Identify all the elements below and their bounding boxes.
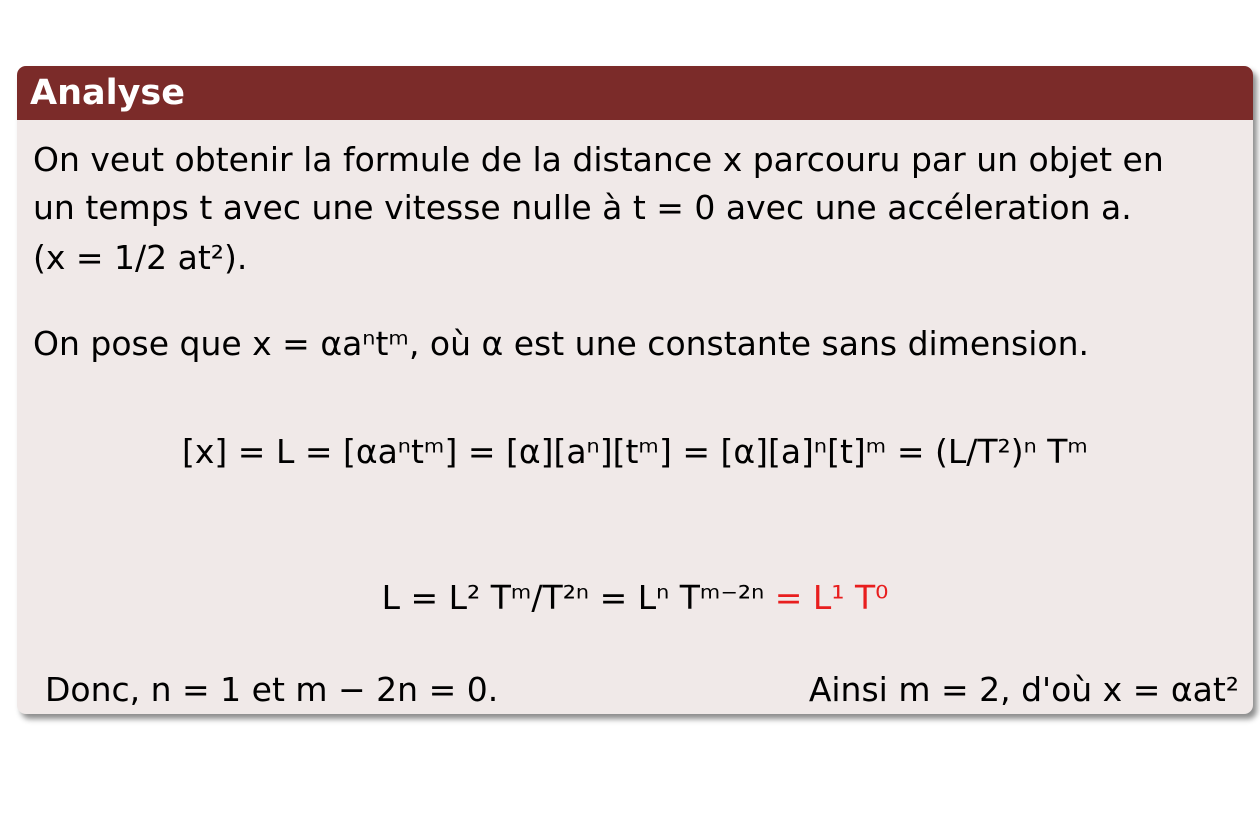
text-line-2 <box>33 188 1132 227</box>
formula-text: (x = 1/2 at²). <box>33 238 248 277</box>
equation-1 <box>17 432 1253 471</box>
line1-text: On veut obtenir la formule de la distance x parcouru par un objet en <box>33 140 1164 179</box>
conclusion-right <box>809 670 1239 709</box>
equation-2-text: L = L² Tᵐ/T²ⁿ = Lⁿ Tᵐ⁻²ⁿ <box>381 578 765 617</box>
equation-2-highlight: = L¹ T⁰ <box>774 578 889 617</box>
analysis-block <box>17 66 1253 714</box>
block-title: Analyse <box>17 66 1253 120</box>
formula-line <box>33 238 247 277</box>
line4-text: On pose que x = αaⁿtᵐ, où α est une constante sans dimension. <box>33 324 1089 363</box>
equation-1-text: [x] = L = [αaⁿtᵐ] = [α][aⁿ][tᵐ] = [α][a]ⁿ[t]ᵐ = (L/T²)ⁿ Tᵐ <box>182 432 1088 471</box>
conclusion-left-text: Donc, n = 1 et m − 2n = 0. <box>45 670 499 709</box>
conclusion-left <box>45 670 498 709</box>
text-line-4 <box>33 324 1089 363</box>
conclusion-right-text: Ainsi m = 2, d'où x = αat² <box>808 670 1239 709</box>
equation-2 <box>17 578 1253 617</box>
line2-text: un temps t avec une vitesse nulle à t = 0 avec une accéleration a. <box>33 188 1132 227</box>
text-line-1 <box>33 140 1164 179</box>
